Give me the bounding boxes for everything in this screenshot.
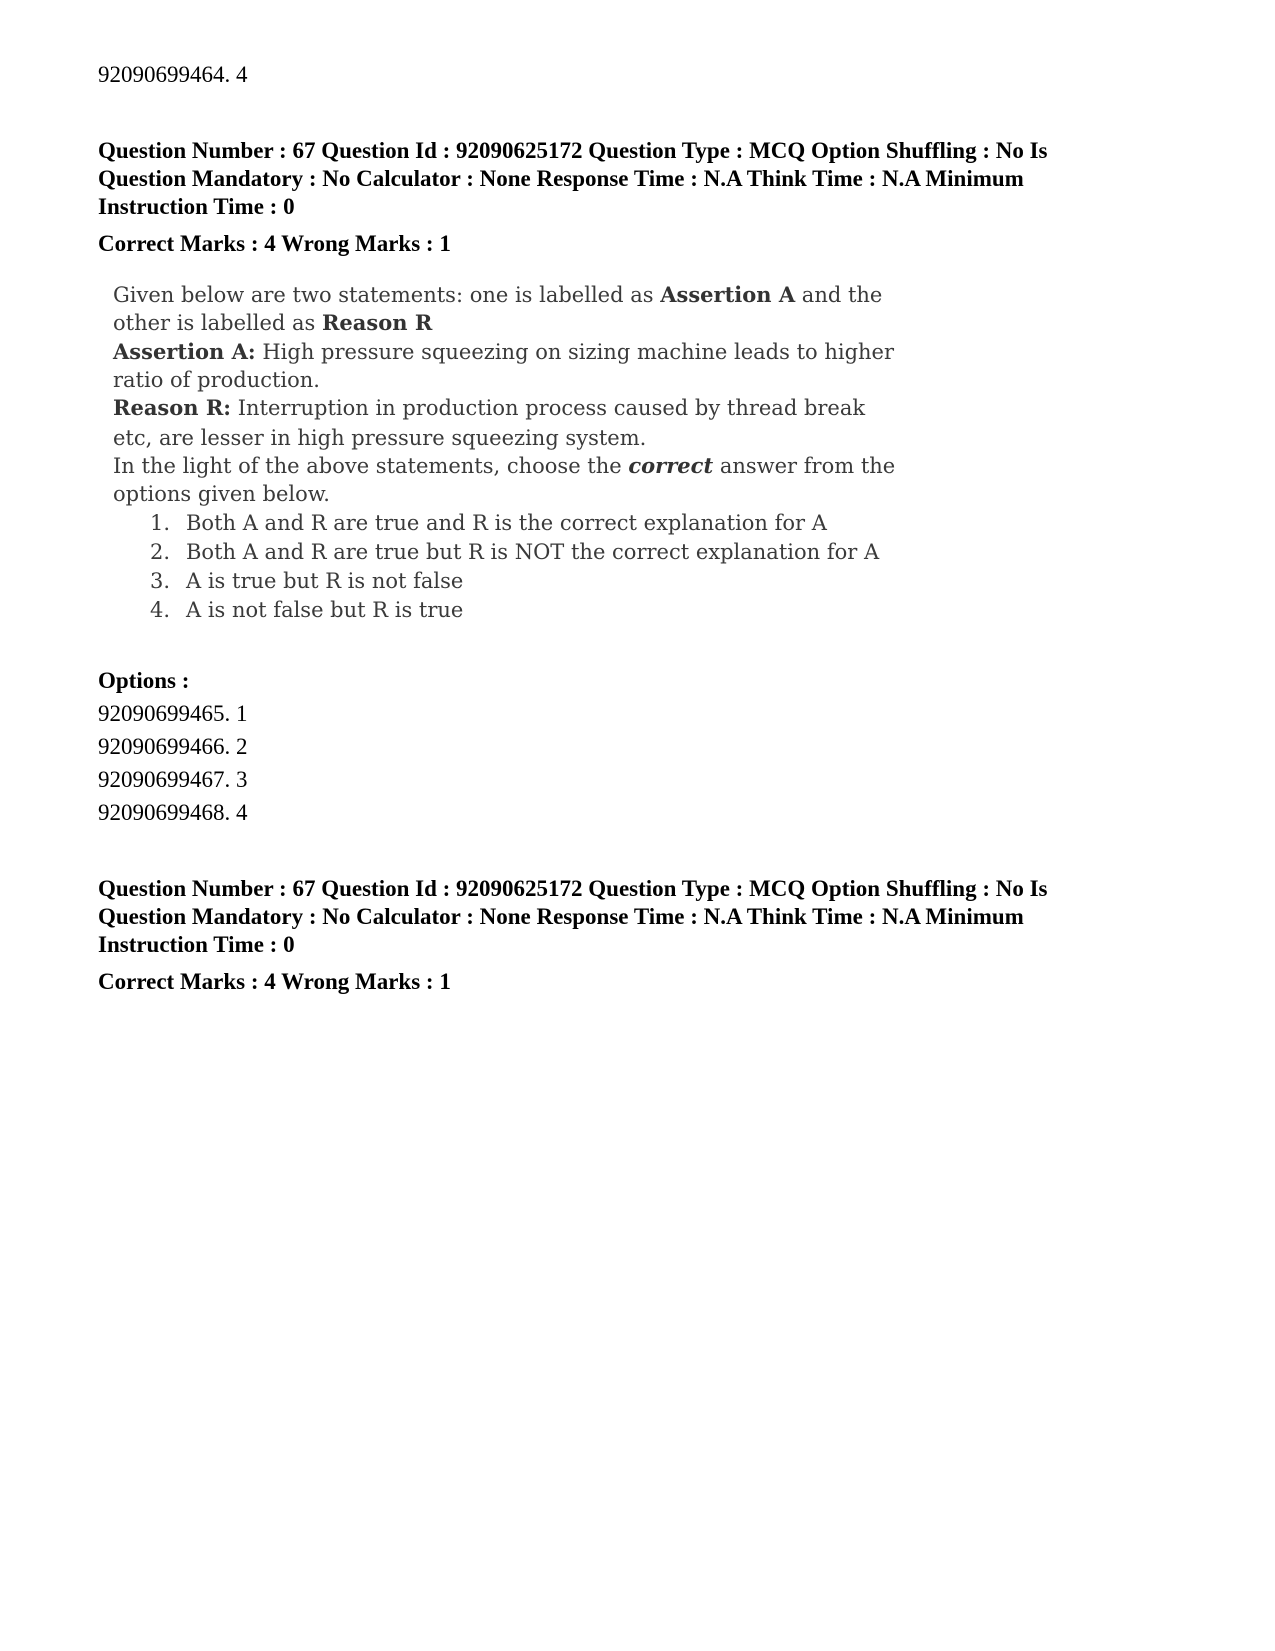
choice-item-4: 4. A is not false but R is true (150, 598, 464, 622)
assertion-line-1: Assertion A: High pressure squeezing on sizing machine leads to higher (113, 339, 895, 364)
question-meta-line-2: Question Mandatory : No Calculator : None Response Time : N.A Think Time : N.A Minimum (98, 904, 1024, 929)
question-marks-2: Correct Marks : 4 Wrong Marks : 1 (98, 969, 451, 994)
instruction-line-1: In the light of the above statements, choose the correct answer from the (113, 453, 896, 478)
reason-line-1: Reason R: Interruption in production process caused by thread break (113, 395, 866, 420)
question-meta-line-1: Question Number : 67 Question Id : 92090625172 Question Type : MCQ Option Shuffling : No Is (98, 876, 1048, 901)
question-intro-line-2: other is labelled as Reason R (113, 310, 433, 335)
options-heading: Options : (98, 668, 190, 693)
previous-option-id: 92090699464. 4 (98, 62, 248, 87)
question-meta-line-2: Question Mandatory : No Calculator : None Response Time : N.A Think Time : N.A Minimum (98, 166, 1024, 191)
choice-item-3: 3. A is true but R is not false (150, 569, 464, 593)
question-meta-block-2 (98, 875, 1188, 959)
reason-line-2: etc, are lesser in high pressure squeezing system. (113, 426, 647, 450)
choice-item-1: 1. Both A and R are true and R is the correct explanation for A (150, 511, 827, 535)
option-item-2: 92090699466. 2 (98, 734, 248, 759)
question-marks-1: Correct Marks : 4 Wrong Marks : 1 (98, 231, 451, 256)
question-meta-line-3: Instruction Time : 0 (98, 932, 295, 957)
choice-item-2: 2. Both A and R are true but R is NOT the correct explanation for A (150, 540, 880, 564)
question-meta-line-1: Question Number : 67 Question Id : 92090625172 Question Type : MCQ Option Shuffling : No Is (98, 138, 1048, 163)
correct-emphasis: correct (628, 453, 714, 478)
reason-label: Reason R: (113, 395, 232, 420)
option-item-1: 92090699465. 1 (98, 701, 248, 726)
option-item-3: 92090699467. 3 (98, 767, 248, 792)
option-item-4: 92090699468. 4 (98, 800, 248, 825)
instruction-line-2: options given below. (113, 482, 330, 506)
question-statement-image (98, 280, 978, 660)
assertion-line-2: ratio of production. (113, 368, 320, 392)
question-meta-line-3: Instruction Time : 0 (98, 194, 295, 219)
question-meta-block-1 (98, 137, 1188, 221)
assertion-label: Assertion A: (113, 339, 256, 364)
question-intro-line-1: Given below are two statements: one is labelled as Assertion A and the (113, 282, 883, 307)
